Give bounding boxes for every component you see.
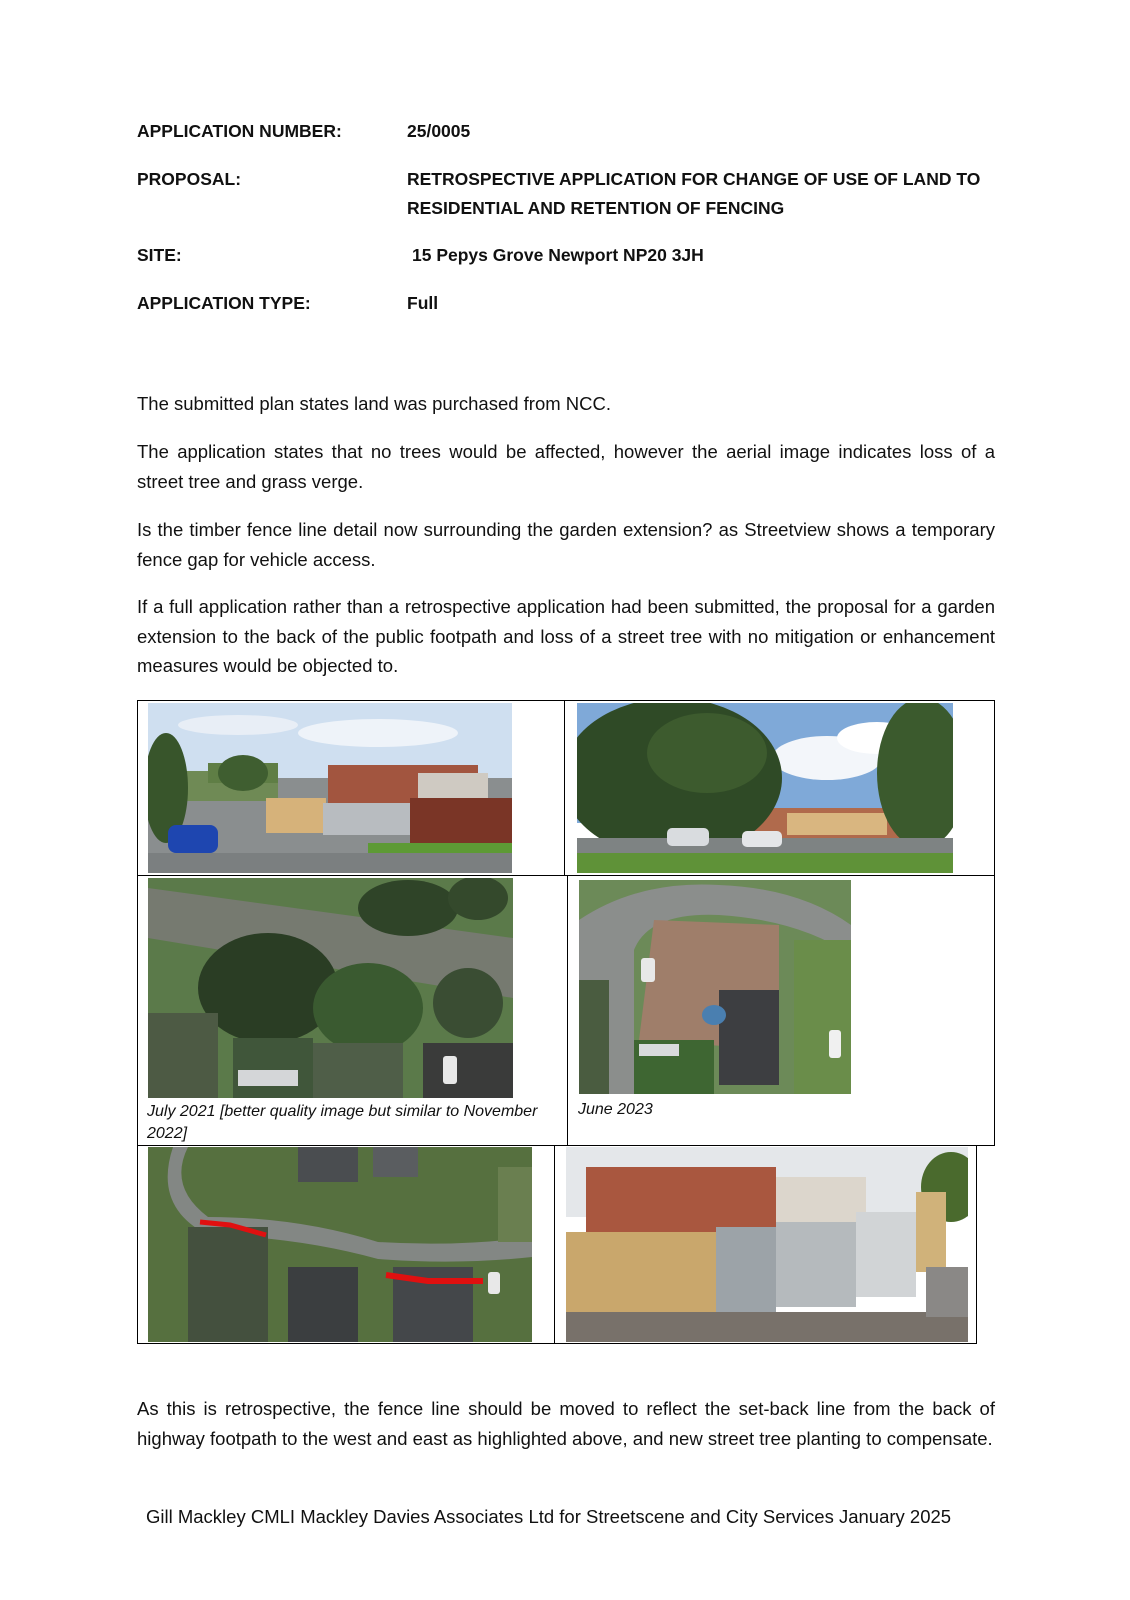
- application-number-value: 25/0005: [407, 121, 471, 141]
- streetview-photo-fence: [566, 1147, 968, 1342]
- paragraph-4: If a full application rather than a retrospective application had been submitted, the proposal for a garden extension to the back of the public footpath and loss of a street tree with no mitigation or enhancement measures would be objected to.: [137, 596, 995, 676]
- site-label: SITE:: [137, 245, 182, 265]
- paragraph-3: Is the timber fence line detail now surrounding the garden extension? as Streetview shows a temporary fence gap for vehicle access.: [137, 519, 995, 570]
- proposal-value: RETROSPECTIVE APPLICATION FOR CHANGE OF USE OF LAND TO RESIDENTIAL AND RETENTION OF FENCING: [407, 169, 981, 218]
- application-number-label: APPLICATION NUMBER:: [137, 121, 342, 141]
- aerial-photo-highlighted: [148, 1147, 532, 1342]
- footer-credit: Gill Mackley CMLI Mackley Davies Associates Ltd for Streetscene and City Services January 2025: [146, 1506, 952, 1527]
- streetview-photo-2: [577, 703, 953, 873]
- closing-paragraph: As this is retrospective, the fence line should be moved to reflect the set-back line from the back of highway footpath to the west and east as highlighted above, and new street tree planting to compensate.: [137, 1398, 995, 1449]
- proposal-label: PROPOSAL:: [137, 169, 242, 189]
- paragraph-2: The application states that no trees would be affected, however the aerial image indicates loss of a street tree and grass verge.: [137, 441, 995, 492]
- application-type-label: APPLICATION TYPE:: [137, 293, 311, 313]
- site-value: 15 Pepys Grove Newport NP20 3JH: [412, 245, 704, 265]
- application-type-value: Full: [407, 293, 439, 313]
- caption-aerial-2021: July 2021 [better quality image but similar to November 2022]: [147, 1103, 538, 1142]
- paragraph-1: The submitted plan states land was purchased from NCC.: [137, 393, 612, 414]
- streetview-photo-1: [148, 703, 512, 873]
- aerial-photo-2021: [148, 878, 513, 1098]
- aerial-photo-2023: [579, 880, 851, 1094]
- caption-aerial-2023: June 2023: [578, 1101, 653, 1118]
